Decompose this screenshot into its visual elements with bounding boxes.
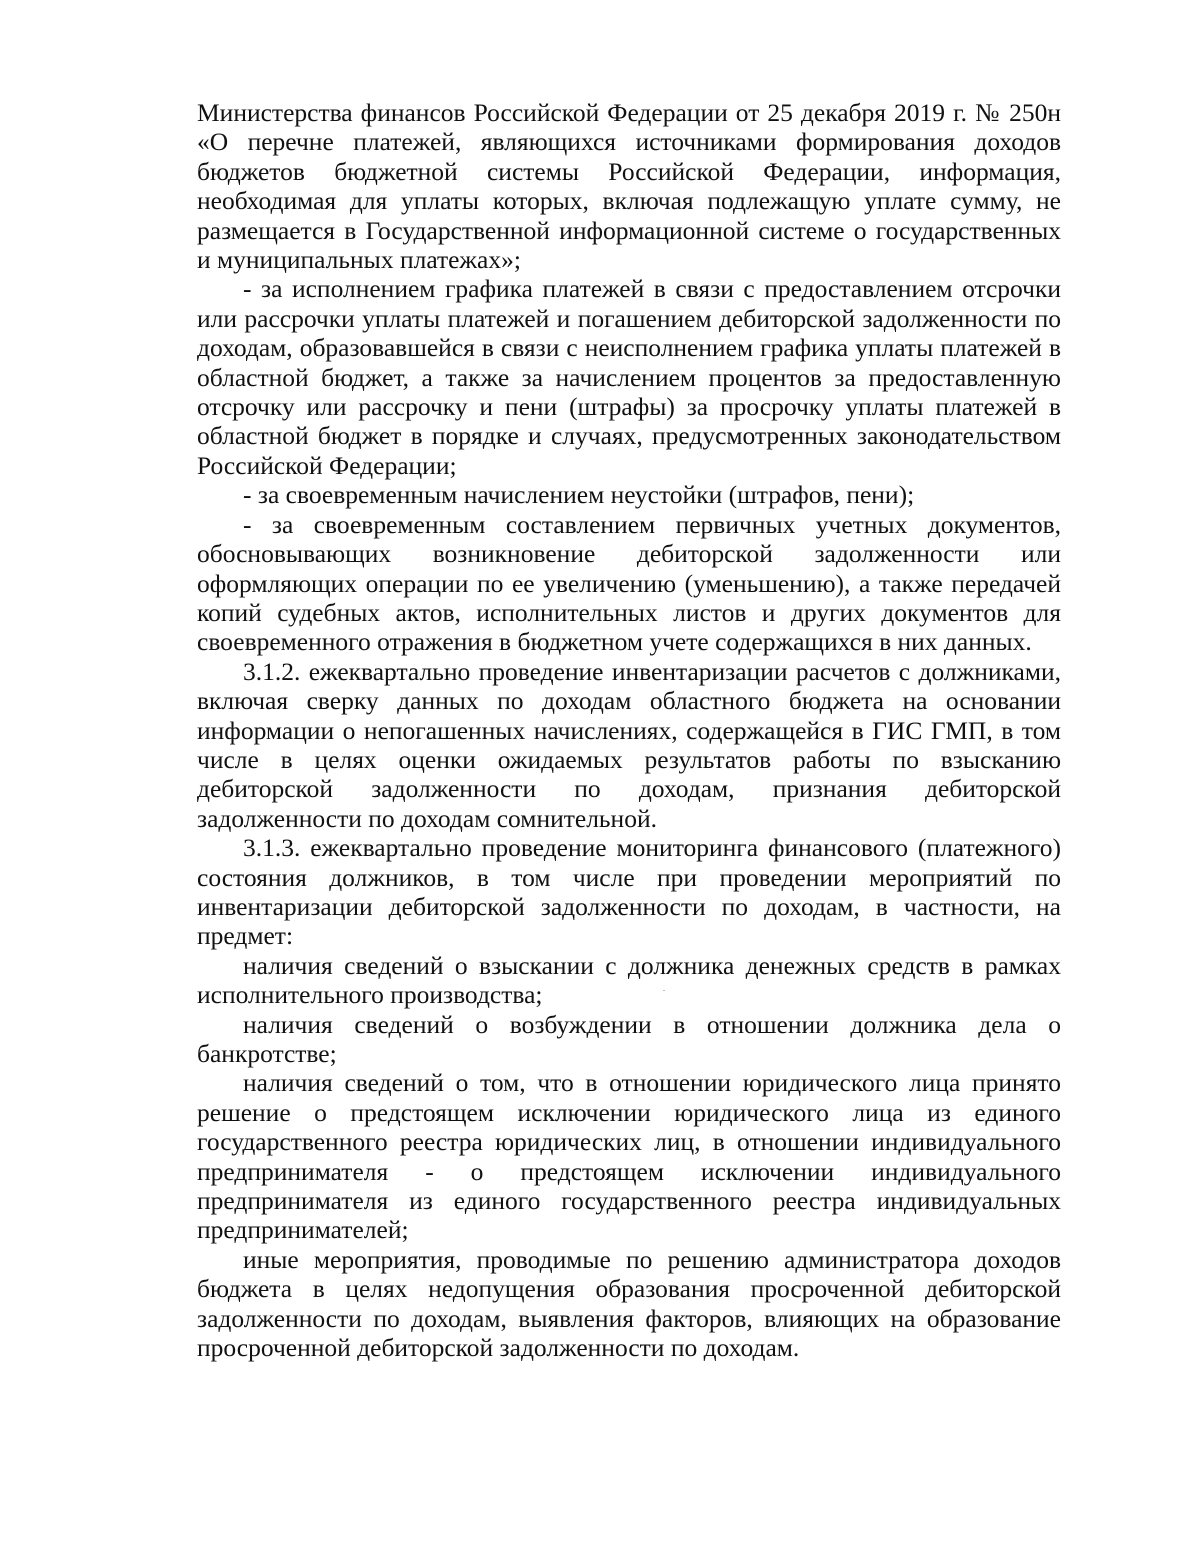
paragraph-primary-documents-control: - за своевременным составлением первичных учетных документов, обосновывающих возникновение дебиторской задолженности или оформляющих операции по ее увеличению (уменьшению), а также передачей копий судебных актов, исполнительных листов и других документов для своевременного отражения в бюджетном учете содержащихся в них данных. (197, 509, 1061, 657)
paragraph-bankruptcy-info: наличия сведений о возбуждении в отношении должника дела о банкротстве; (197, 1009, 1061, 1068)
paragraph-registry-exclusion-info: наличия сведений о том, что в отношении юридического лица принято решение о предстоящем исключении юридического лица из единого государственного реестра юридических лиц, в отношении индивидуального предпринимателя - о предстоящем исключении индивидуального предпринимателя из единого государственного реестра индивидуальных предпринимателей; (197, 1068, 1061, 1245)
paragraph-other-measures: иные мероприятия, проводимые по решению администратора доходов бюджета в целях недопущения образования просроченной дебиторской задолженности по доходам, выявления факторов, влияющих на образование просроченной дебиторской задолженности по доходам. (197, 1244, 1061, 1363)
paragraph-order-reference: Министерства финансов Российской Федерации от 25 декабря 2019 г. № 250н «О перечне платежей, являющихся источниками формирования доходов бюджетов бюджетной системы Российской Федерации, информация, необходимая для уплаты которых, включая подлежащую уплате сумму, не размещается в Государственной информационной системе о государственных и муниципальных платежах»; (197, 98, 1061, 275)
paragraph-3-1-2-inventory: 3.1.2. ежеквартально проведение инвентаризации расчетов с должниками, включая сверку данных по доходам областного бюджета на основании информации о непогашенных начислениях, содержащейся в ГИС ГМП, в том числе в целях оценки ожидаемых результатов работы по взысканию дебиторской задолженности по доходам, признания дебиторской задолженности по доходам сомнительной. (197, 656, 1061, 833)
paragraph-3-1-3-monitoring: 3.1.3. ежеквартально проведение мониторинга финансового (платежного) состояния должников, в том числе при проведении мероприятий по инвентаризации дебиторской задолженности по доходам, в частности, на предмет: (197, 833, 1061, 951)
paragraph-payment-schedule-control: - за исполнением графика платежей в связи с предоставлением отсрочки или рассрочки уплаты платежей и погашением дебиторской задолженности по доходам, образовавшейся в связи с неисполнением графика уплаты платежей в областной бюджет, а также за начислением процентов за предоставленную отсрочку или рассрочку и пени (штрафы) за просрочку уплаты платежей в областной бюджет в порядке и случаях, предусмотренных законодательством Российской Федерации; (197, 274, 1061, 480)
scan-speck (663, 990, 665, 991)
paragraph-penalty-accrual-control: - за своевременным начислением неустойки (штрафов, пени); (243, 480, 915, 510)
document-body (197, 98, 1061, 1362)
paragraph-enforcement-info: наличия сведений о взыскании с должника денежных средств в рамках исполнительного производства; (197, 950, 1061, 1010)
